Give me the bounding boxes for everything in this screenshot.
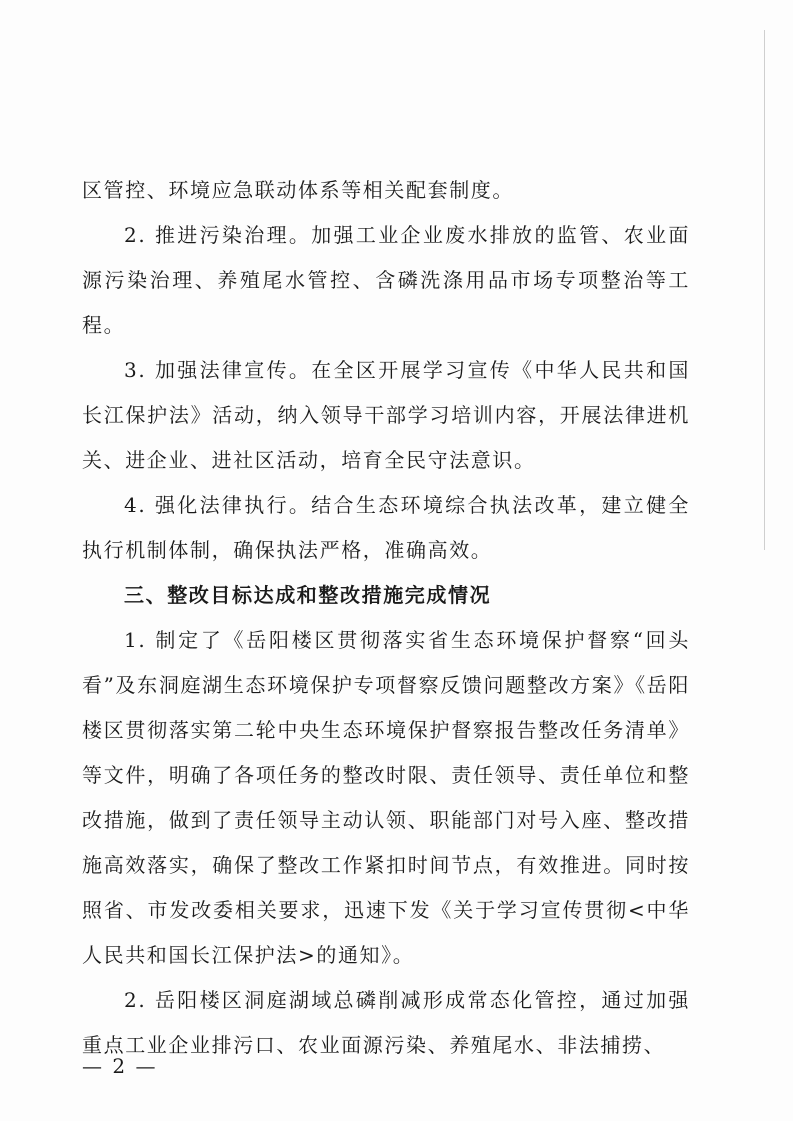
paragraph-continuation: 区管控、环境应急联动体系等相关配套制度。 [82, 178, 514, 202]
paragraph-section3-item-1: 1. 制定了《岳阳楼区贯彻落实省生态环境保护督察“回头看”及东洞庭湖生态环境保护专项督察反馈问题整改方案》《岳阳楼区贯彻落实第二轮中央生态环境保护督察报告整改任务清单》等文件，明确了各项任务的整改时限、责任领导、责任单位和整改措施，做到了责任领导主动认领、职能部门对号入座、整改措施高效落实，确保了整改工作紧扣时间节点，有效推进。同时按照省、市发改委相关要求，迅速下发《关于学习宣传贯彻<中华人民共和国长江保护法>的通知》。 [82, 628, 690, 967]
paragraph-item-4: 4. 强化法律执行。结合生态环境综合执法改革，建立健全执行机制体制，确保执法严格，准确高效。 [82, 493, 690, 562]
document-body [82, 168, 690, 1068]
scan-edge-line [764, 30, 765, 550]
section-heading: 三、整改目标达成和整改措施完成情况 [124, 583, 492, 607]
paragraph-section3-item-2: 2. 岳阳楼区洞庭湖域总磷削减形成常态化管控，通过加强重点工业企业排污口、农业面源污染、养殖尾水、非法捕捞、 [82, 988, 690, 1057]
paragraph-item-2: 2. 推进污染治理。加强工业企业废水排放的监管、农业面源污染治理、养殖尾水管控、含磷洗涤用品市场专项整治等工程。 [82, 223, 690, 337]
page-number: — 2 — [82, 1054, 158, 1078]
paragraph-item-3: 3. 加强法律宣传。在全区开展学习宣传《中华人民共和国长江保护法》活动，纳入领导干部学习培训内容，开展法律进机关、进企业、进社区活动，培育全民守法意识。 [82, 358, 690, 472]
